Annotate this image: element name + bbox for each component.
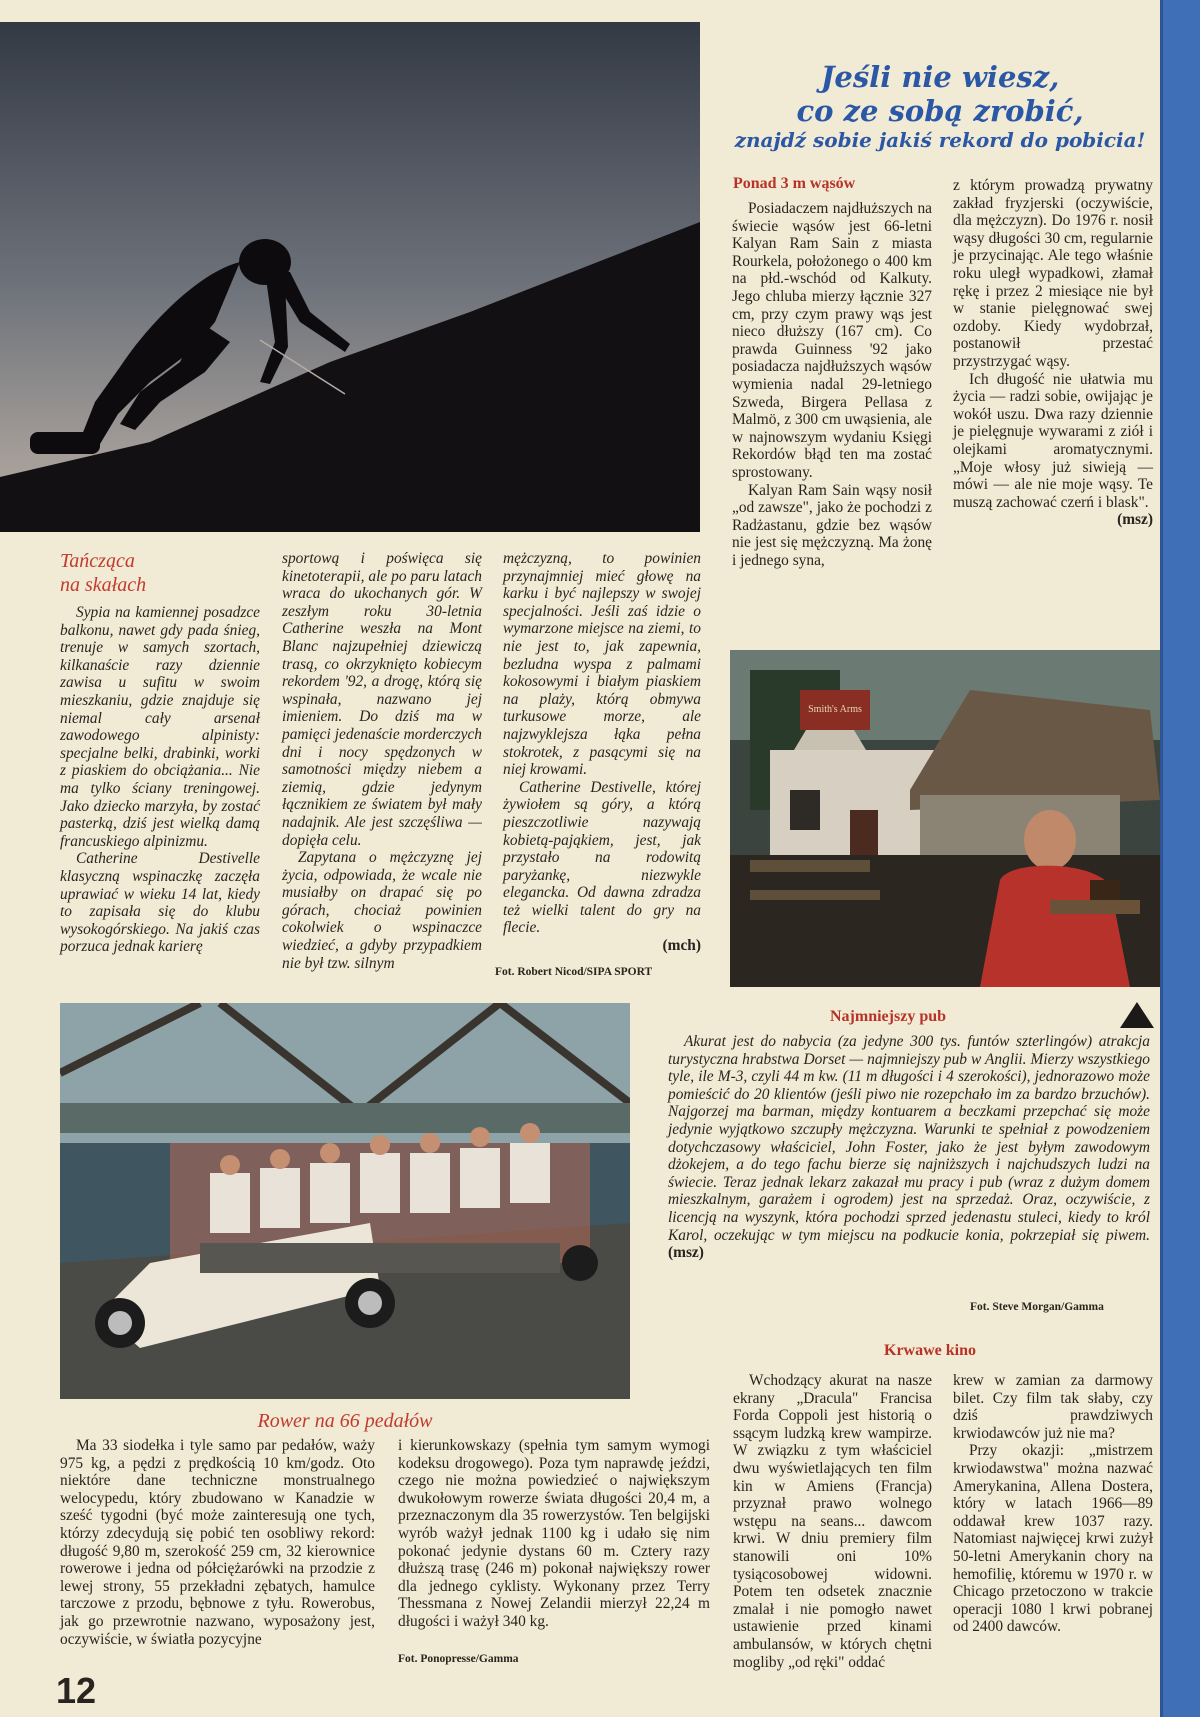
pub-photo-credit: Fot. Steve Morgan/Gamma (970, 1301, 1104, 1313)
bike-paragraph: i kierunkowskazy (spełnia tym samym wymogi kodeksu drogowego). Poza tym naprawdę jeździ, czego nie można powiedzieć o największym dwukołowym rowerze świata długości 20,4 m, a przeznaczonym dla 35 rowerzystów. Ten belgijski wyrób ważył jednak 1100 kg i udało się nim pokonać jedynie dystans 60 m. Cztery razy dłuższą trasę (246 m) pokonał największy rower dla jednego cyklisty. Wykonany przez Terry Thessmana z Nowej Zelandii mierzył 22,24 m długości i ważył 340 kg. (398, 1437, 710, 1630)
blood-paragraph: Wchodzący akurat na nasze ekrany „Dracula" Francisa Forda Coppoli jest historią o ssącym ludzką krew wampirze. W związku z tym właściciel dwu wyświetlających ten film kin w Amiens (Francja) przyznał prawo wolnego wstępu na seans... dawcom krwi. W dniu premiery film stanowili oni 10% tysiącosobowej widowni. Potem ten odsetek znacznie zmalał i nie pomogło nawet ustawienie przed kinami ambulansów, w których chętni mogliby „od ręki" oddać (733, 1372, 932, 1671)
blood-article-title: Krwawe kino (884, 1342, 976, 1359)
climber-photo (0, 22, 700, 532)
bike-article-col-1 (60, 1437, 375, 1648)
climber-paragraph: Catherine Destivelle, której żywiołem są góry, a którą pieszczotliwie nazywają kobietą-pająkiem, jest, jak przystało na rodowitą paryżankę, niezwykle elegancka. Od dawna zdradza też wielki talent do gry na flecie. (503, 778, 701, 937)
moustache-article-col-2 (953, 177, 1153, 529)
moustache-article-col-1 (732, 200, 932, 569)
moustache-paragraph: z którym prowadzą prywatny zakład fryzjerski (oczywiście, dla mężczyzn). Do 1976 r. nosił wąsy długości 30 cm, regularnie je przycinając. Ale tego właśnie roku uległ wypadkowi, złamał rękę i przez 2 miesiące nie był w stanie pielęgnować swej ozdoby. Kiedy wydobrzał, postanowił przestać przystrzygać wąsy. (953, 177, 1153, 370)
bike-article-col-2 (398, 1437, 710, 1631)
pub-article-text (668, 1033, 1150, 1262)
climber-article-title-line-1: Tańcząca (60, 550, 135, 572)
blood-paragraph: krew w zamian za darmowy bilet. Czy film tak słaby, czy dziś prawdziwych krwiodawców już nie ma? (953, 1372, 1153, 1442)
climber-paragraph: mężczyzną, to powinien przynajmniej mieć głowę na karku i być najlepszy w swojej specjalności. Jeśli zaś idzie o wymarzone miejsce na ziemi, to nie jest to, jak zapewnia, bezludna wyspa z palmami kokosowymi i białym piaskiem na plaży, którą obmywa turkusowe morze, ale najzwyklejsza łąka pełna stokrotek, z pasącymi się na niej krowami. (503, 550, 701, 779)
climber-article-col-1 (60, 604, 260, 956)
climber-paragraph: sportową i poświęca się kinetoterapii, ale po paru latach wraca do ukochanych gór. W zeszłym roku 30-letnia Catherine weszła na Mont Blanc najzupełniej dziewiczą trasą, co okrzyknięto kobiecym rekordem '92, a drogę, którą się wspinała, nazwano jej imieniem. Do dziś ma w pamięci jedenaście morderczych dni i nocy spędzonych w samotności między niebem a ziemią, gdzie jedynym łącznikiem ze światem był mały nadajnik. Ale jest szczęśliwa — dopięła celu. (282, 550, 482, 849)
climber-signature: (mch) (662, 937, 701, 955)
bike-paragraph: Ma 33 siodełka i tyle samo par pedałów, waży 975 kg, a pędzi z prędkością 10 km/godz. Oto niektóre dane techniczne monstrualnego welocypedu, który zbudowano w Kanadzie w sześć tygodni (być może zainteresują one tych, którzy zdecydują się pobić ten osobliwy rekord: długość 9,80 m, szerokość 259 cm, 32 kierownice rowerowe i jedna od półciężarówki na przodzie z lewej strony, 55 przekładni zębatych, hamulce tarczowe z przodu, bębnowe z tyłu. Rowerobus, jak go przewrotnie nazwano, wyposażony jest, oczywiście, w światła pozycyjne (60, 1437, 375, 1648)
slogan-line-3: znajdź sobie jakiś rekord do pobicia! (734, 128, 1146, 152)
climber-photo-credit: Fot. Robert Nicod/SIPA SPORT (495, 966, 653, 978)
blood-article-col-1 (733, 1372, 932, 1671)
blood-paragraph: Przy okazji: „mistrzem krwiodawstwa" można nazwać Amerykanina, Allena Dostera, który w latach 1966—89 oddawał krew 1037 razy. Natomiast najwięcej krwi zużył 50-letni Amerykanin chory na hemofilię, któremu w 1970 r. w Chicago przetoczono w trakcie operacji 1080 l krwi pobranej od 2400 dawców. (953, 1442, 1153, 1636)
climber-article-col-2 (282, 550, 482, 972)
pub-sign-text: Smith's Arms (808, 704, 862, 715)
slogan-line-1: Jeśli nie wiesz, (820, 60, 1060, 94)
climber-article-title-line-2: na skałach (60, 574, 147, 596)
moustache-article-title: Ponad 3 m wąsów (733, 175, 856, 192)
pub-paragraph (668, 1033, 1150, 1262)
pub-signature: (msz) (668, 1244, 704, 1262)
climber-paragraph: Zapytana o mężczyznę jej życia, odpowiada, że wcale nie musiałby on drapać się po górach, chociaż powinien cokolwiek o wspinaczce wiedzieć, a gdyby przypadkiem nie był tzw. silnym (282, 849, 482, 972)
pub-article-title: Najmniejszy pub (830, 1008, 947, 1025)
blood-article-col-2 (953, 1372, 1153, 1636)
slogan-line-2: co ze sobą zrobić, (796, 94, 1084, 128)
bike-photo (60, 1003, 630, 1399)
moustache-paragraph: Posiadaczem najdłuższych na świecie wąsów jest 66-letni Kalyan Ram Sain z miasta Rourkela, położonego o 400 km na płd.-wschód od Kalkuty. Jego chluba mierzy łącznie 327 cm, przy czym prawy wąs jest nieco dłuższy (167 cm). Co prawda Guinness '92 jako posiadacza najdłuższych wąsów wymienia nadal 29-letniego Szweda, Birgera Pellasa z Malmö, z 300 cm uwąsienia, ale w najnowszym wydaniu Księgi Rekordów błąd ten ma zostać sprostowany. (732, 200, 932, 481)
page-edge-strip (1160, 0, 1200, 1717)
page-number: 12 (56, 1670, 97, 1711)
pub-text: Akurat jest do nabycia (za jedyne 300 tys. funtów szterlingów) atrakcja turystyczna hrabstwa Dorset — najmniejszy pub w Anglii. Mierzy wszystkiego tyle, ile M-3, czyli 44 m kw. (11 m długości i 4 szerokości), jednorazowo może pomieścić do 20 klientów (jeśli piwo nie rozepchało im za bardzo brzuchów). Najgorzej ma barman, między kontuarem a beczkami przepchać się może jedynie wyjątkowo szczupły mężczyzna. Warunki te spełniał z powodzeniem dotychczasowy właściciel, John Foster, jako że jest byłym zawodowym dżokejem, a do tego fachu bierze się najniższych i najchudszych ludzi na świecie. Teraz jednak lekarz zakazał mu pracy i pub (wraz z dużym domem mieszkalnym, garażem i ogrodem) jest na sprzedaż. Oraz, oczywiście, z licencją na wyszynk, która pochodzi sprzed jedenastu stuleci, kiedy to król Karol, oczekując w tym miejscu na podkucie konia, pokrzepiał się piwem. (668, 1033, 1150, 1244)
bike-article-title: Rower na 66 pedałów (257, 1410, 433, 1432)
moustache-signature: (msz) (1117, 511, 1153, 529)
pub-photo (730, 650, 1160, 987)
bike-photo-credit: Fot. Ponopresse/Gamma (398, 1653, 519, 1665)
triangle-marker-icon (1120, 1002, 1154, 1028)
climber-paragraph: Sypia na kamiennej posadzce balkonu, nawet gdy pada śnieg, trenuje w samych szortach, kilkanaście razy dziennie zawisa u sufitu w swoim mieszkaniu, gdzie znajduje się niemal cały arsenał zawodowego alpinisty: specjalne belki, drabinki, worki z piaskiem do obciążania... Nie ma tylko ściany treningowej. Jako dziecko marzyła, by zostać pasterką, dziś jest wielką damą francuskiego alpinizmu. (60, 604, 260, 850)
climber-paragraph: Catherine Destivelle klasyczną wspinaczkę zaczęła uprawiać w wieku 14 lat, kiedy to zapisała się do klubu wysokogórskiego. Na jakiś czas porzuca jednak karierę (60, 850, 260, 956)
climber-article-col-3 (503, 550, 701, 955)
moustache-paragraph: Kalyan Ram Sain wąsy nosił „od zawsze", jako że pochodzi z Radżastanu, gdzie bez wąsów nie jest się mężczyzną. Ma żonę i jednego syna, (732, 481, 932, 569)
moustache-paragraph: Ich długość nie ułatwia mu życia — radzi sobie, owijając je wokół uszu. Dwa razy dziennie je pielęgnuje wywarami z ziół i olejkami aromatycznymi. „Moje włosy już siwieją — mówi — ale nie moje wąsy. Te muszą zachować czerń i blask". (953, 370, 1153, 511)
